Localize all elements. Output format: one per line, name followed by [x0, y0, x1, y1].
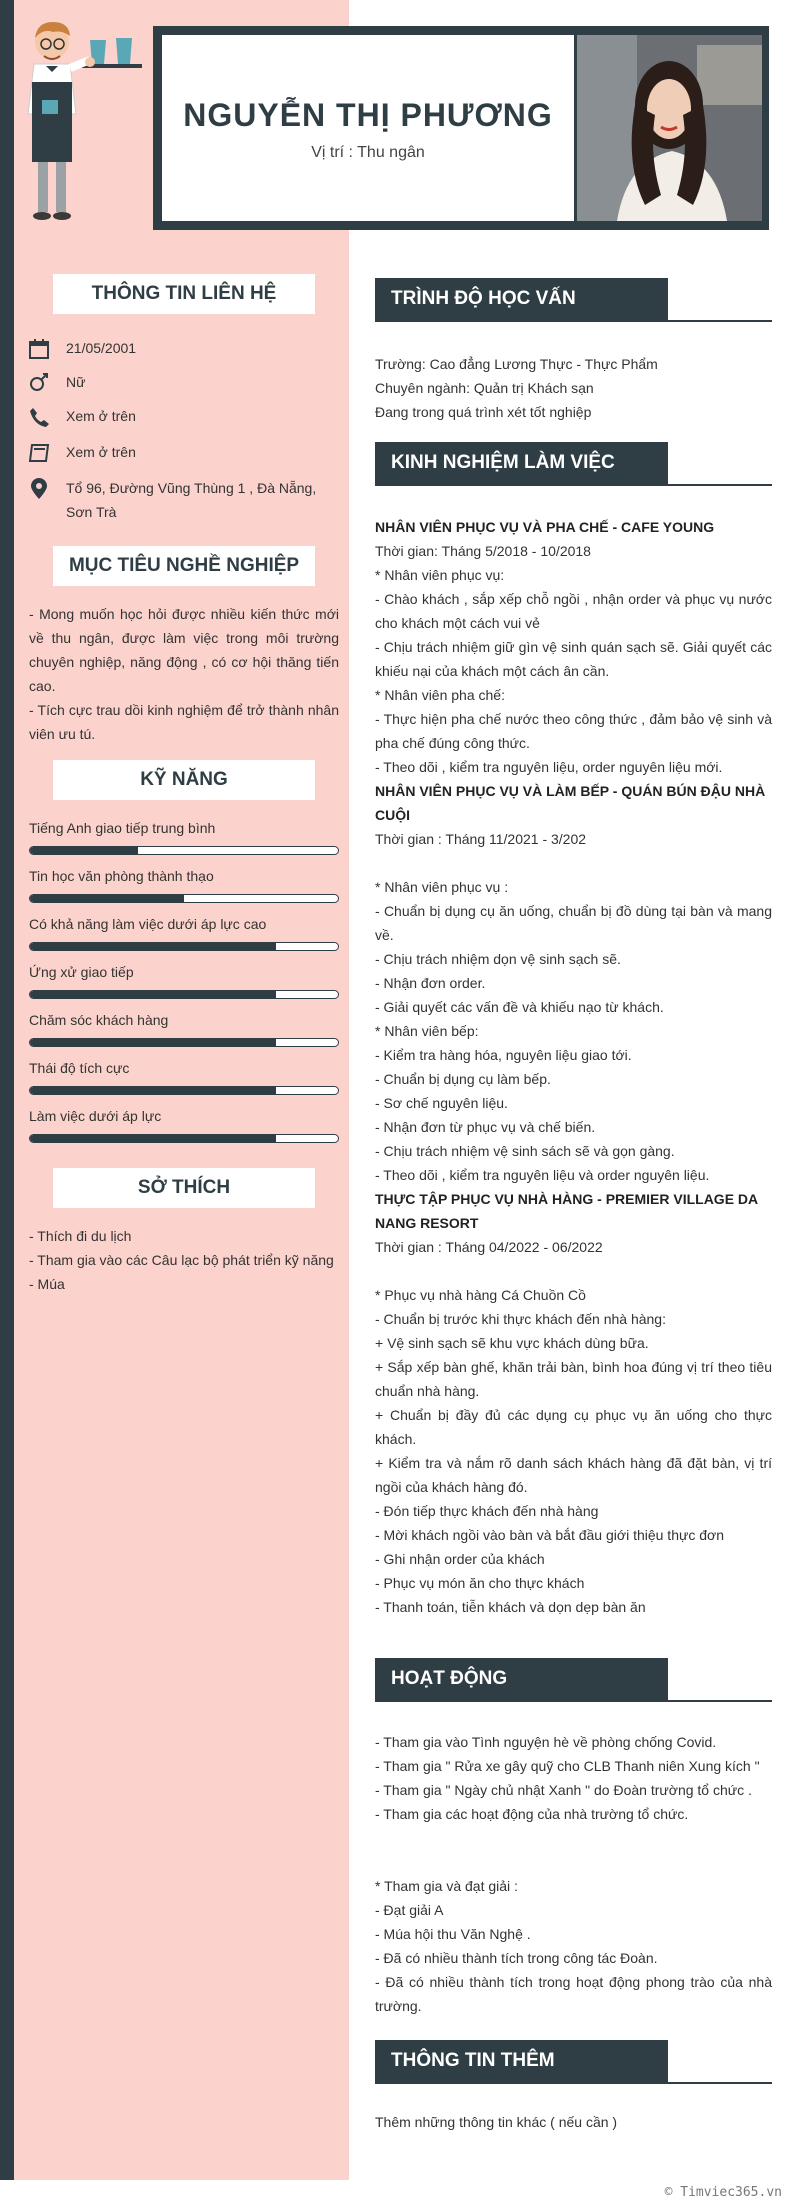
objective-text	[29, 602, 339, 746]
contact-email-text: Xem ở trên	[66, 444, 136, 460]
job-detail-line: - Chuẩn bị trước khi thực khách đến nhà hàng:	[375, 1311, 666, 1327]
objective-title: MỤC TIÊU NGHỀ NGHIỆP	[53, 546, 315, 586]
objective-line: - Mong muốn học hỏi được nhiều kiến thức mới về thu ngân, được làm việc trong môi trường chuyên nghiệp, năng động , có cơ hội thăng tiến cao.	[29, 606, 339, 694]
contact-phone-text: Xem ở trên	[66, 408, 136, 424]
activity-line	[375, 1850, 772, 1874]
header-name-box	[162, 35, 574, 221]
activity-line: - Đạt giải A	[375, 1902, 444, 1918]
extra-info-text	[375, 2110, 772, 2134]
skill-bar	[29, 942, 339, 951]
skill-name: Tin học văn phòng thành thạo	[29, 868, 214, 884]
left-accent-bar	[0, 0, 14, 2180]
watermark: © Timviec365.vn	[664, 2185, 782, 2200]
education-title-label: TRÌNH ĐỘ HỌC VẤN	[375, 278, 668, 320]
job-detail-line: - Theo dõi , kiểm tra nguyên liệu và order nguyên liệu.	[375, 1167, 710, 1183]
contact-title: THÔNG TIN LIÊN HỆ	[53, 274, 315, 314]
activities-title	[375, 1658, 772, 1702]
skill-bar-fill	[30, 991, 276, 998]
hobbies-title: SỞ THÍCH	[53, 1168, 315, 1208]
job-detail-line: * Nhân viên phục vụ :	[375, 879, 509, 895]
job-detail-line: - Kiểm tra hàng hóa, nguyên liệu giao tới.	[375, 1047, 632, 1063]
activity-line: - Tham gia " Ngày chủ nhật Xanh " do Đoàn trường tổ chức .	[375, 1782, 752, 1798]
skill-item	[29, 818, 339, 866]
location-icon	[28, 478, 50, 500]
skill-item	[29, 914, 339, 962]
activities-list	[375, 1730, 772, 2018]
job-detail-line: * Nhân viên phục vụ:	[375, 567, 505, 583]
candidate-name: NGUYỄN THỊ PHƯƠNG	[183, 97, 553, 133]
job-detail-line: + Vệ sinh sạch sẽ khu vực khách dùng bữa.	[375, 1335, 649, 1351]
skill-bar	[29, 894, 339, 903]
activity-line: - Tham gia " Rửa xe gây quỹ cho CLB Thanh niên Xung kích "	[375, 1758, 760, 1774]
skill-bar	[29, 1086, 339, 1095]
activity-line: - Tham gia vào Tình nguyện hè về phòng chống Covid.	[375, 1734, 717, 1750]
job-detail-line	[375, 1259, 772, 1283]
job-detail-line: - Thanh toán, tiễn khách và dọn dẹp bàn ăn	[375, 1599, 646, 1615]
skill-bar-fill	[30, 1039, 276, 1046]
job-detail-line: - Nhận đơn order.	[375, 975, 486, 991]
phone-icon	[28, 406, 50, 428]
education-title	[375, 278, 772, 322]
extra-info-line: Thêm những thông tin khác ( nếu cần )	[375, 2114, 618, 2130]
section-rule	[375, 320, 772, 322]
job-detail-line: - Giải quyết các vấn đề và khiếu nạo từ khách.	[375, 999, 664, 1015]
job-title: NHÂN VIÊN PHỤC VỤ VÀ LÀM BẾP - QUÁN BÚN ĐẬU NHÀ CUỘI	[375, 783, 766, 823]
job-detail-line: - Chào khách , sắp xếp chỗ ngồi , nhận order và phục vụ nước cho khách một cách vui vẻ	[375, 591, 772, 631]
job-detail-line: Thời gian : Tháng 11/2021 - 3/202	[375, 831, 587, 847]
skill-item	[29, 1106, 339, 1154]
job-detail-line: - Chịu trách nhiệm giữ gìn vệ sinh quán sạch sẽ. Giải quyết các khiếu nại của khách một cách ân cần.	[375, 639, 772, 679]
extra-info-title	[375, 2040, 772, 2084]
skill-bar	[29, 846, 339, 855]
job-title: NHÂN VIÊN PHỤC VỤ VÀ PHA CHẾ - CAFE YOUNG	[375, 519, 715, 535]
job-detail-line: * Nhân viên bếp:	[375, 1023, 479, 1039]
skill-name: Làm việc dưới áp lực	[29, 1108, 162, 1124]
objective-line: - Tích cực trau dồi kinh nghiệm để trở thành nhân viên ưu tú.	[29, 702, 339, 742]
job-detail-line: - Nhận đơn từ phục vụ và chế biến.	[375, 1119, 596, 1135]
activity-line: * Tham gia và đạt giải :	[375, 1878, 518, 1894]
job-detail-line: - Phục vụ món ăn cho thực khách	[375, 1575, 585, 1591]
job-detail-line: * Nhân viên pha chế:	[375, 687, 505, 703]
section-rule	[375, 1700, 772, 1702]
job-detail-line: - Chịu trách nhiệm dọn vệ sinh sạch sẽ.	[375, 951, 621, 967]
skill-item	[29, 1010, 339, 1058]
experience-title	[375, 442, 772, 486]
hobby-item: - Thích đi du lịch	[29, 1228, 132, 1244]
activity-line: - Múa hội thu Văn Nghệ .	[375, 1926, 531, 1942]
job-detail-line: - Mời khách ngồi vào bàn và bắt đầu giới thiệu thực đơn	[375, 1527, 725, 1543]
profile-photo	[577, 35, 762, 221]
section-rule	[375, 2082, 772, 2084]
job-detail-line: - Theo dõi , kiểm tra nguyên liệu, order nguyên liệu mới.	[375, 759, 723, 775]
skill-bar-fill	[30, 1087, 276, 1094]
experience-title-label: KINH NGHIỆM LÀM VIỆC	[375, 442, 668, 484]
job-detail-line: - Ghi nhận order của khách	[375, 1551, 545, 1567]
job-detail-line: * Phục vụ nhà hàng Cá Chuồn Cồ	[375, 1287, 586, 1303]
job-detail-line: - Thực hiện pha chế nước theo công thức , đảm bảo vệ sinh và pha chế đúng công thức.	[375, 711, 772, 751]
hobby-item: - Tham gia vào các Câu lạc bộ phát triển kỹ năng	[29, 1252, 334, 1268]
education-details	[375, 352, 772, 424]
skill-bar	[29, 990, 339, 999]
activity-line: - Đã có nhiều thành tích trong hoạt động phong trào của nhà trường.	[375, 1974, 772, 2014]
skill-bar-fill	[30, 895, 184, 902]
contact-gender-text: Nữ	[66, 374, 86, 390]
experience-list	[375, 515, 772, 1619]
hobby-item: - Múa	[29, 1276, 65, 1292]
skill-item	[29, 1058, 339, 1106]
candidate-position: Vị trí : Thu ngân	[311, 144, 425, 161]
waiter-illustration	[22, 22, 147, 232]
skill-name: Chăm sóc khách hàng	[29, 1012, 169, 1028]
education-line: Trường: Cao đẳng Lương Thực - Thực Phẩm	[375, 356, 658, 372]
extra-info-title-label: THÔNG TIN THÊM	[375, 2040, 668, 2082]
education-line: Chuyên ngành: Quản trị Khách sạn	[375, 380, 594, 396]
skill-name: Có khả năng làm việc dưới áp lực cao	[29, 916, 267, 932]
job-detail-line: - Sơ chế nguyên liệu.	[375, 1095, 508, 1111]
activities-title-label: HOẠT ĐỘNG	[375, 1658, 668, 1700]
activity-line	[375, 1826, 772, 1850]
email-icon	[28, 442, 50, 464]
activity-line: - Tham gia các hoạt động của nhà trường tổ chức.	[375, 1806, 689, 1822]
job-detail-line: - Chuẩn bị dụng cụ làm bếp.	[375, 1071, 551, 1087]
skill-bar-fill	[30, 847, 138, 854]
gender-icon	[28, 372, 50, 394]
job-detail-line: + Chuẩn bị đầy đủ các dụng cụ phục vụ ăn uống cho thực khách.	[375, 1407, 772, 1447]
calendar-icon	[28, 338, 50, 360]
section-rule	[375, 484, 772, 486]
job-detail-line: - Chuẩn bị dụng cụ ăn uống, chuẩn bị đồ dùng tại bàn và mang về.	[375, 903, 772, 943]
contact-address-text: Tổ 96, Đường Vũng Thùng 1 , Đà Nẵng, Sơn Trà	[66, 480, 317, 520]
skill-name: Thái độ tích cực	[29, 1060, 130, 1076]
hobbies-list	[29, 1224, 339, 1296]
job-detail-line: + Sắp xếp bàn ghế, khăn trải bàn, bình hoa đúng vị trí theo tiêu chuẩn nhà hàng.	[375, 1359, 772, 1399]
contact-dob-text: 21/05/2001	[66, 340, 137, 356]
education-line: Đang trong quá trình xét tốt nghiệp	[375, 404, 592, 420]
job-detail-line: Thời gian : Tháng 04/2022 - 06/2022	[375, 1239, 603, 1255]
skill-bar	[29, 1134, 339, 1143]
job-detail-line: - Chịu trách nhiệm vệ sinh sách sẽ và gọn gàng.	[375, 1143, 675, 1159]
skill-bar-fill	[30, 1135, 276, 1142]
skill-name: Ứng xử giao tiếp	[29, 964, 134, 980]
job-detail-line: Thời gian: Tháng 5/2018 - 10/2018	[375, 543, 591, 559]
job-detail-line: + Kiểm tra và nắm rõ danh sách khách hàng đã đặt bàn, vị trí ngồi của khách hàng đó.	[375, 1455, 772, 1495]
skills-title: KỸ NĂNG	[53, 760, 315, 800]
skill-bar-fill	[30, 943, 276, 950]
job-detail-line: - Đón tiếp thực khách đến nhà hàng	[375, 1503, 599, 1519]
skill-item	[29, 866, 339, 914]
skill-bar	[29, 1038, 339, 1047]
job-detail-line	[375, 851, 772, 875]
skill-name: Tiếng Anh giao tiếp trung bình	[29, 820, 216, 836]
job-title: THỰC TẬP PHỤC VỤ NHÀ HÀNG - PREMIER VILLAGE DA NANG RESORT	[375, 1191, 758, 1231]
activity-line: - Đã có nhiều thành tích trong công tác Đoàn.	[375, 1950, 658, 1966]
skill-item	[29, 962, 339, 1010]
